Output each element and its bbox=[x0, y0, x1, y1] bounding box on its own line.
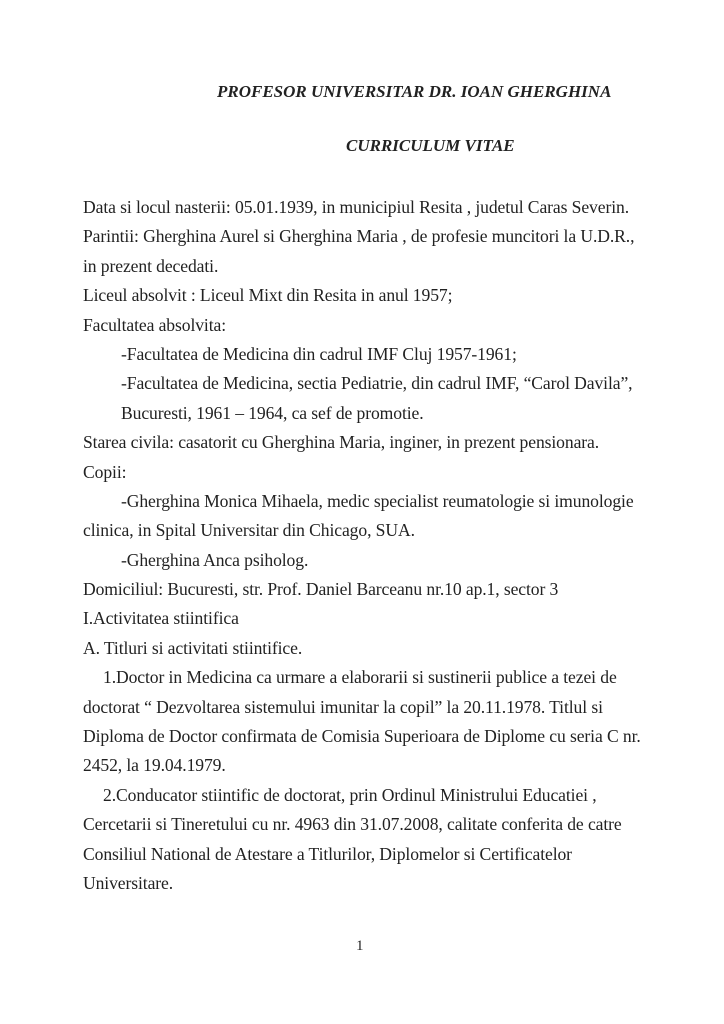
text-line: -Gherghina Anca psiholog. bbox=[121, 549, 309, 570]
page-number: 1 bbox=[356, 938, 364, 954]
text-line: Universitare. bbox=[83, 872, 174, 893]
text-line: 1.Doctor in Medicina ca urmare a elaborarii si sustinerii publice a tezei de bbox=[103, 667, 617, 688]
text-line: Consiliul National de Atestare a Titlurilor, Diplomelor si Certificatelor bbox=[83, 843, 572, 864]
document-subtitle: CURRICULUM VITAE bbox=[346, 136, 515, 155]
text-line: clinica, in Spital Universitar din Chicago, SUA. bbox=[83, 520, 415, 541]
text-line: Cercetarii si Tineretului cu nr. 4963 din 31.07.2008, calitate conferita de catre bbox=[83, 814, 622, 835]
document-body bbox=[83, 193, 703, 898]
text-line: in prezent decedati. bbox=[83, 255, 219, 276]
text-line: Domiciliul: Bucuresti, str. Prof. Daniel Barceanu nr.10 ap.1, sector 3 bbox=[83, 579, 559, 600]
text-line: doctorat “ Dezvoltarea sistemului imunitar la copil” la 20.11.1978. Titlul si bbox=[83, 696, 603, 717]
text-line: Starea civila: casatorit cu Gherghina Maria, inginer, in prezent pensionara. bbox=[83, 432, 600, 453]
text-line: Diploma de Doctor confirmata de Comisia Superioara de Diplome cu seria C nr. bbox=[83, 726, 641, 747]
text-line: 2452, la 19.04.1979. bbox=[83, 755, 226, 776]
text-line: Parintii: Gherghina Aurel si Gherghina Maria , de profesie muncitori la U.D.R., bbox=[83, 226, 635, 247]
text-line: -Gherghina Monica Mihaela, medic specialist reumatologie si imunologie bbox=[121, 490, 634, 511]
text-line: Data si locul nasterii: 05.01.1939, in municipiul Resita , judetul Caras Severin. bbox=[83, 197, 630, 217]
text-line: Liceul absolvit : Liceul Mixt din Resita in anul 1957; bbox=[83, 285, 453, 306]
text-line: Bucuresti, 1961 – 1964, ca sef de promotie. bbox=[121, 402, 424, 423]
text-line: Facultatea absolvita: bbox=[83, 314, 226, 335]
text-line: -Facultatea de Medicina din cadrul IMF Cluj 1957-1961; bbox=[121, 343, 517, 364]
text-line: A. Titluri si activitati stiintifice. bbox=[83, 637, 303, 658]
document-title: PROFESOR UNIVERSITAR DR. IOAN GHERGHINA bbox=[217, 82, 612, 101]
text-line: I.Activitatea stiintifica bbox=[83, 608, 239, 629]
text-line: Copii: bbox=[83, 461, 127, 482]
text-line: -Facultatea de Medicina, sectia Pediatrie, din cadrul IMF, “Carol Davila”, bbox=[121, 373, 633, 394]
text-line: 2.Conducator stiintific de doctorat, prin Ordinul Ministrului Educatiei , bbox=[103, 784, 597, 805]
